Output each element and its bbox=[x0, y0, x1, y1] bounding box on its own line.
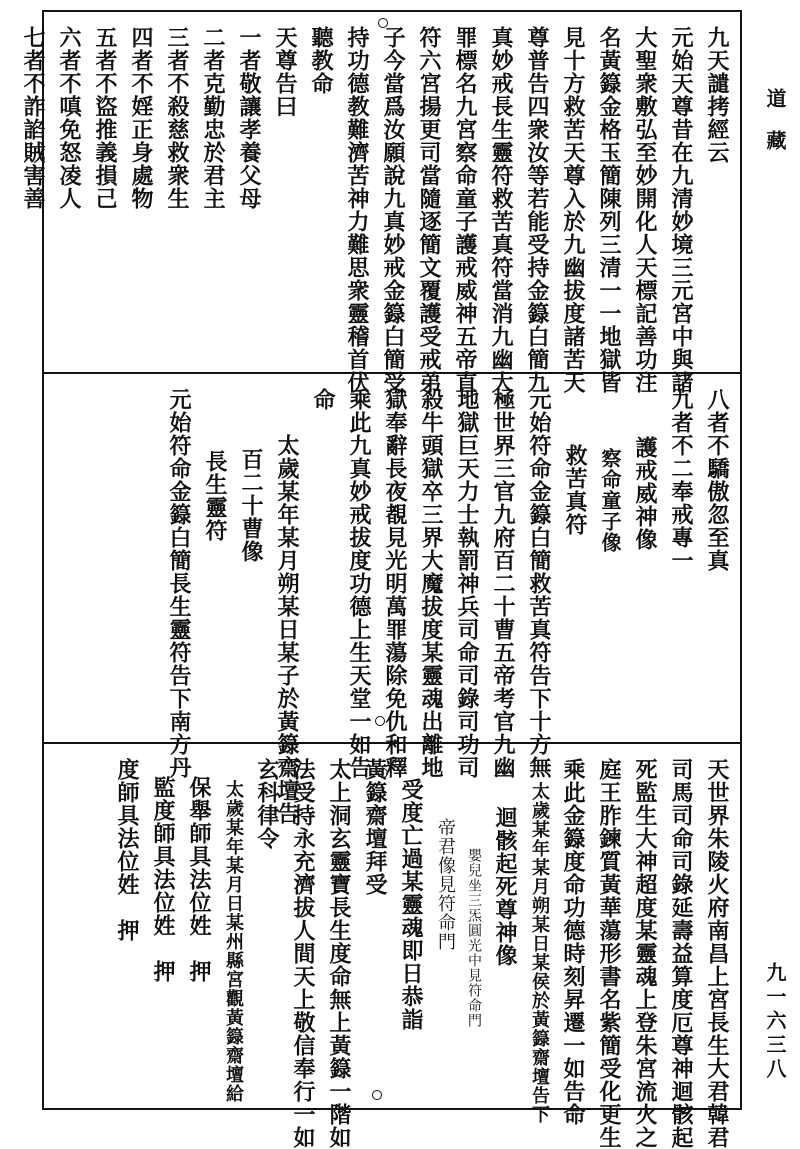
text-panel-bottom bbox=[50, 758, 736, 1149]
image-caption: 護戒威神像 bbox=[632, 436, 658, 551]
text-column: 符六宮揚更司當隨逐簡文覆護受戒弟 bbox=[416, 26, 442, 394]
text-panel-top bbox=[20, 26, 736, 394]
text-column: 七者不詐諂賊害善 bbox=[20, 26, 46, 210]
text-column: 獄奉辭長夜覩見光明萬罪蕩除免仇和釋 bbox=[382, 388, 408, 779]
image-caption: 救苦真符 bbox=[562, 444, 588, 536]
image-caption: 察命童子像 bbox=[598, 448, 622, 553]
image-caption: 嬰兒坐三炁圓光中見符命門 bbox=[466, 848, 482, 1028]
text-column: 天世界朱陵火府南昌上宮長生大君韓君 bbox=[704, 758, 730, 1149]
page-number: 九一六三八 bbox=[763, 962, 787, 1082]
text-column: 太歲某年某月朔某日某子於黃籙齋壇告 bbox=[274, 434, 300, 825]
text-column: 司馬司命司錄延壽益算度厄尊神迴骸起 bbox=[668, 758, 694, 1149]
text-column: 子今當爲汝願說九真妙戒金籙白簡受 bbox=[380, 26, 406, 394]
text-column: 死監生大神超度某靈魂上登朱宮流火之 bbox=[632, 758, 658, 1149]
text-column: 大聖衆敷弘至妙開化人天標記善功注 bbox=[632, 26, 658, 394]
text-column: 九者不二奉戒專一 bbox=[668, 388, 694, 572]
text-column: 六者不嗔免怒凌人 bbox=[56, 26, 82, 210]
text-column: 太上洞玄靈寶長生度命無上黃籙一階如 bbox=[326, 758, 352, 1149]
text-column: 天尊告曰 bbox=[272, 26, 298, 118]
image-caption: 迴骸起死尊神像 bbox=[492, 806, 518, 967]
text-column: 尊普告四衆汝等若能受持金籙白簡九 bbox=[524, 26, 550, 394]
text-column: 極世界三官九府百二十曹五帝考官九幽 bbox=[490, 388, 516, 779]
text-column: 九天譴拷經云 bbox=[704, 26, 730, 164]
text-column: 二者克勤忠於君主 bbox=[200, 26, 226, 210]
text-column: 三者不殺慈救衆生 bbox=[164, 26, 190, 210]
text-column: 元始符命金籙白簡長生靈符告下南方丹 bbox=[166, 388, 192, 779]
text-column: 監度師具法位姓 押 bbox=[150, 776, 176, 983]
image-caption: 百二十曹像 bbox=[238, 448, 264, 563]
image-caption: 長生靈符 bbox=[202, 450, 228, 542]
text-column: 五者不盜推義損己 bbox=[92, 26, 118, 210]
text-column: 聽教命 bbox=[308, 26, 334, 95]
text-column: 地獄巨天力士執罰神兵司命司錄司功司 bbox=[454, 388, 480, 779]
text-column: 見十方救苦天尊入於九幽拔度諸苦天 bbox=[560, 26, 586, 394]
text-column: 黃籙齋壇拜受 bbox=[362, 758, 388, 896]
text-column: 乘此九真妙戒拔度功德上生天堂一如告 bbox=[346, 388, 372, 779]
text-column: 四者不婬正身處物 bbox=[128, 26, 154, 210]
text-column: 罪標名九宮察命童子護戒威神五帝直 bbox=[452, 26, 478, 394]
text-column: 度師具法位姓 押 bbox=[114, 758, 140, 942]
text-column: 庭王胙鍊質黃華蕩形書名紫簡受化更生 bbox=[596, 758, 622, 1149]
text-column: 保舉師具法位姓 押 bbox=[186, 776, 212, 983]
text-column: 真妙戒長生靈符救苦真符當消九幽大 bbox=[488, 26, 514, 394]
text-column: 殺牛頭獄卒三界大魔拔度某靈魂出離地 bbox=[418, 388, 444, 779]
text-column: 玄科律令 bbox=[254, 758, 280, 850]
text-column: 元始天尊昔在九清妙境三元宮中與諸 bbox=[668, 26, 694, 394]
text-column: 法受持永充濟拔人間天上敬信奉行一如 bbox=[290, 758, 316, 1149]
text-column: 持功德教難濟苦神力難思衆靈稽首伏 bbox=[344, 26, 370, 394]
text-column: 元始符命金籙白簡救苦真符告下十方無 bbox=[526, 388, 552, 779]
text-column: 命 bbox=[310, 388, 336, 411]
text-column: 乘此金籙度命功德時刻昇遷一如告命 bbox=[560, 758, 586, 1126]
text-column: 一者敬讓孝養父母 bbox=[236, 26, 262, 210]
text-column: 太歲某年某月朔某日某侯於黃籙齋壇告下 bbox=[529, 782, 550, 1124]
image-caption: 帝君像見符命門 bbox=[435, 818, 456, 951]
text-column: 太歲某年某月日某州縣宮觀黃籙齋壇給 bbox=[223, 780, 244, 1103]
text-column: 八者不驕傲忽至真 bbox=[704, 388, 730, 572]
text-column: 受度亡過某靈魂即日恭詣 bbox=[398, 778, 424, 1031]
text-column: 名黃籙金格玉簡陳列三清一一地獄皆 bbox=[596, 26, 622, 394]
collection-title: 道藏 bbox=[763, 88, 787, 172]
